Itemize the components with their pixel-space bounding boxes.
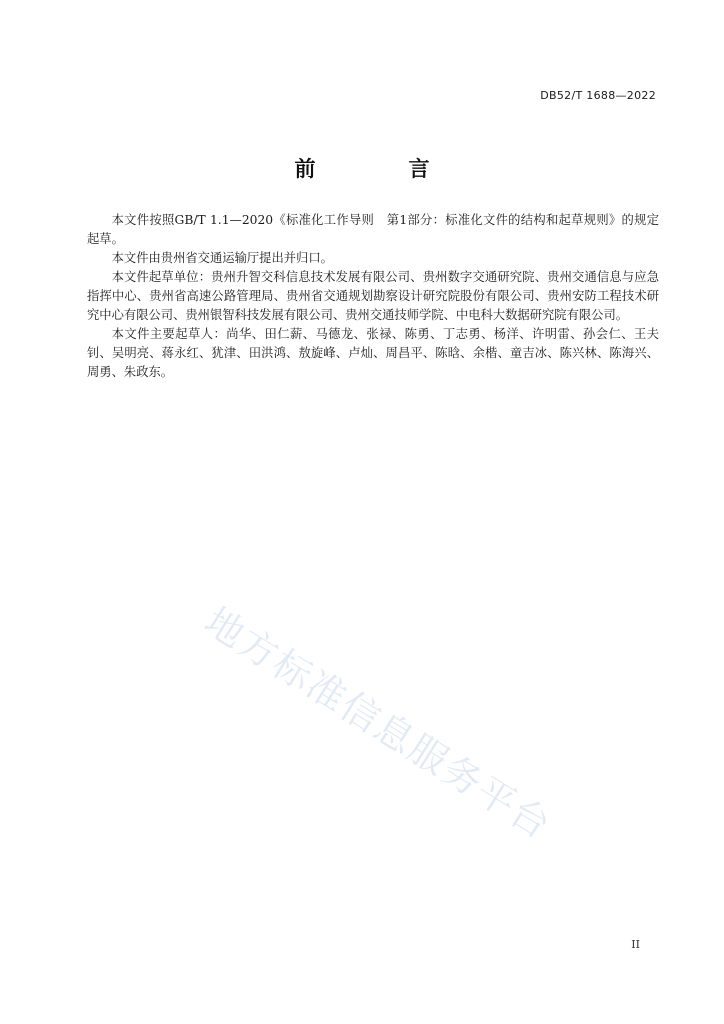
paragraph-drafting-rules: 本文件按照GB/T 1.1—2020《标准化工作导则 第1部分：标准化文件的结构和起草规则》的规定起草。 — [87, 213, 659, 246]
page-number: II — [631, 938, 640, 951]
paragraph-drafters: 本文件主要起草人：尚华、田仁薪、马德龙、张禄、陈勇、丁志勇、杨洋、许明雷、孙会仁、王夫钊、吴明亮、蒋永红、犹津、田洪鸿、敖旋峰、卢灿、周昌平、陈晗、余楷、童吉冰、陈兴林、陈海兴、周勇、朱政东。 — [87, 327, 659, 379]
document-body — [87, 211, 659, 382]
paragraph-proposer: 本文件由贵州省交通运输厅提出并归口。 — [111, 251, 333, 265]
paragraph-drafting-units: 本文件起草单位：贵州升智交科信息技术发展有限公司、贵州数字交通研究院、贵州交通信息与应急指挥中心、贵州省高速公路管理局、贵州省交通规划勘察设计研究院股份有限公司、贵州安防工程技术研究中心有限公司、贵州银智科技发展有限公司、贵州交通技师学院、中电科大数据研究院有限公司。 — [87, 270, 659, 322]
watermark-text: 地方标准信息服务平台 — [196, 598, 560, 849]
document-code: DB52/T 1688—2022 — [540, 89, 656, 102]
page-title: 前 言 — [294, 156, 466, 181]
